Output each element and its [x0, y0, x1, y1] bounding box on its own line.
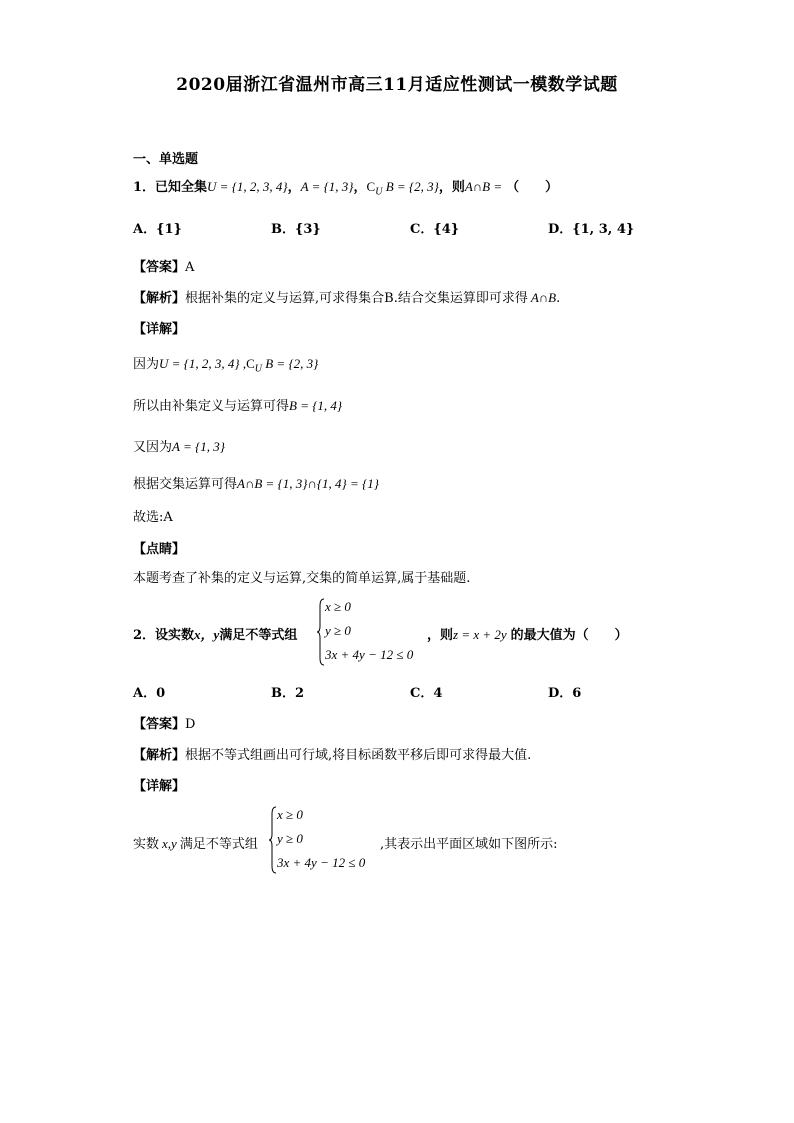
q1-d1-text: 因为 — [133, 357, 160, 372]
q1-d2-math: B = {1, 4} — [289, 398, 343, 413]
q1-d2-text: 所以由补集定义与运算可得 — [133, 399, 290, 414]
q2-inequality-system — [317, 598, 437, 668]
q1-sep1: ， — [287, 180, 301, 195]
q1-d3-text: 又因为 — [133, 440, 173, 455]
q2-stem-left — [133, 624, 297, 643]
q2-detail-line-1-right: ,其表示出平面区域如下图所示: — [380, 837, 558, 852]
q1-option-b: B．{3} — [271, 222, 321, 237]
q1-stem-mid: ，则 — [438, 180, 465, 195]
q2-d1-text: 实数 — [133, 837, 160, 852]
q1-complement-sub: U — [375, 186, 383, 198]
q2-detail-ineq-3: 3x + 4y − 12 ≤ 0 — [277, 855, 366, 870]
q1-d1-math: U = {1, 2, 3, 4} — [159, 356, 240, 371]
q1-analysis — [133, 287, 560, 306]
q1-comment-tag: 【点睛】 — [133, 542, 186, 557]
q2-d1-vars: x,y — [162, 836, 177, 851]
q1-answer-tag: 【答案】 — [133, 260, 186, 275]
q1-detail-line-1 — [133, 353, 318, 375]
section-heading: 一、单选题 — [133, 152, 199, 167]
q2-stem-end: 的最大值为（ ） — [510, 628, 628, 643]
q2-analysis — [133, 744, 531, 763]
q1-d3-math: A = {1, 3} — [172, 439, 225, 454]
left-brace-icon — [317, 598, 325, 666]
q2-ineq-2: y ≥ 0 — [325, 623, 351, 638]
q2-stem-mid: 满足不等式组 — [219, 628, 298, 643]
q1-option-d: D．{1, 3, 4} — [548, 222, 635, 237]
q2-analysis-tag: 【解析】 — [133, 748, 186, 763]
q2-vars: x，y — [194, 627, 220, 642]
q1-stem — [133, 176, 558, 198]
q1-d1-sub: U — [254, 363, 262, 375]
q1-d1-rest: B = {2, 3} — [261, 356, 319, 371]
q2-ineq-3: 3x + 4y − 12 ≤ 0 — [325, 647, 414, 662]
q1-detail-tag: 【详解】 — [133, 322, 186, 337]
q2-option-d: D．6 — [548, 686, 582, 701]
q2-answer — [133, 713, 195, 732]
q2-stem-then: ，则 — [427, 628, 454, 643]
q1-option-a: A．{1} — [133, 222, 182, 237]
q1-intersection: A∩B = — [464, 179, 503, 194]
q1-analysis-text: 根据补集的定义与运算,可求得集合B.结合交集运算即可求得 — [185, 291, 528, 306]
q1-set-u: U = {1, 2, 3, 4} — [207, 179, 288, 194]
q2-stem-right — [427, 624, 628, 643]
q2-detail-ineq-1: x ≥ 0 — [277, 807, 303, 822]
q2-detail-inequality-system — [269, 806, 389, 876]
q1-stem-prefix: 1．已知全集 — [133, 180, 208, 195]
q2-answer-tag: 【答案】 — [133, 717, 186, 732]
q1-set-a: A = {1, 3} — [300, 179, 354, 194]
q2-stem-prefix: 2．设实数 — [133, 628, 195, 643]
q1-sep2: ， — [353, 180, 367, 195]
q1-analysis-tag: 【解析】 — [133, 291, 186, 306]
q2-option-a: A．0 — [133, 686, 166, 701]
q2-detail-ineq-2: y ≥ 0 — [277, 831, 303, 846]
q2-detail-line-1-left — [133, 833, 258, 852]
q1-detail-line-2 — [133, 395, 342, 414]
left-brace-icon — [269, 806, 277, 874]
q1-detail-line-5: 故选:A — [133, 510, 173, 525]
q1-option-c: C．{4} — [410, 222, 460, 237]
q2-ineq-1: x ≥ 0 — [325, 599, 351, 614]
q1-d4-text: 根据交集运算可得 — [133, 477, 238, 492]
q2-detail-tag: 【详解】 — [133, 779, 186, 794]
q1-stem-end: （ ） — [506, 180, 559, 195]
q2-option-b: B．2 — [271, 686, 305, 701]
q2-option-c: C．4 — [410, 686, 443, 701]
q1-d1-sep: , — [239, 356, 247, 371]
q2-answer-value: D — [185, 717, 196, 732]
q1-comment: 本题考查了补集的定义与运算,交集的简单运算,属于基础题. — [133, 571, 471, 586]
q2-d1-mid: 满足不等式组 — [179, 837, 258, 852]
q1-analysis-end: . — [556, 291, 561, 306]
q1-d4-math: A∩B = {1, 3}∩{1, 4} = {1} — [237, 476, 379, 491]
q1-complement-b: B = {2, 3} — [382, 179, 439, 194]
page-title: 2020届浙江省温州市高三11月适应性测试一模数学试题 — [176, 75, 618, 95]
q1-d1-c: C — [246, 356, 255, 371]
q2-objective: z = x + 2y — [453, 627, 507, 642]
q1-detail-line-3 — [133, 436, 225, 455]
q1-answer-value: A — [185, 260, 195, 275]
q1-detail-line-4 — [133, 473, 379, 492]
q1-analysis-math: A∩B — [530, 290, 557, 305]
q2-analysis-text: 根据不等式组画出可行域,将目标函数平移后即可求得最大值. — [185, 748, 532, 763]
q1-answer — [133, 256, 194, 275]
q1-complement-symbol: C — [366, 179, 376, 194]
